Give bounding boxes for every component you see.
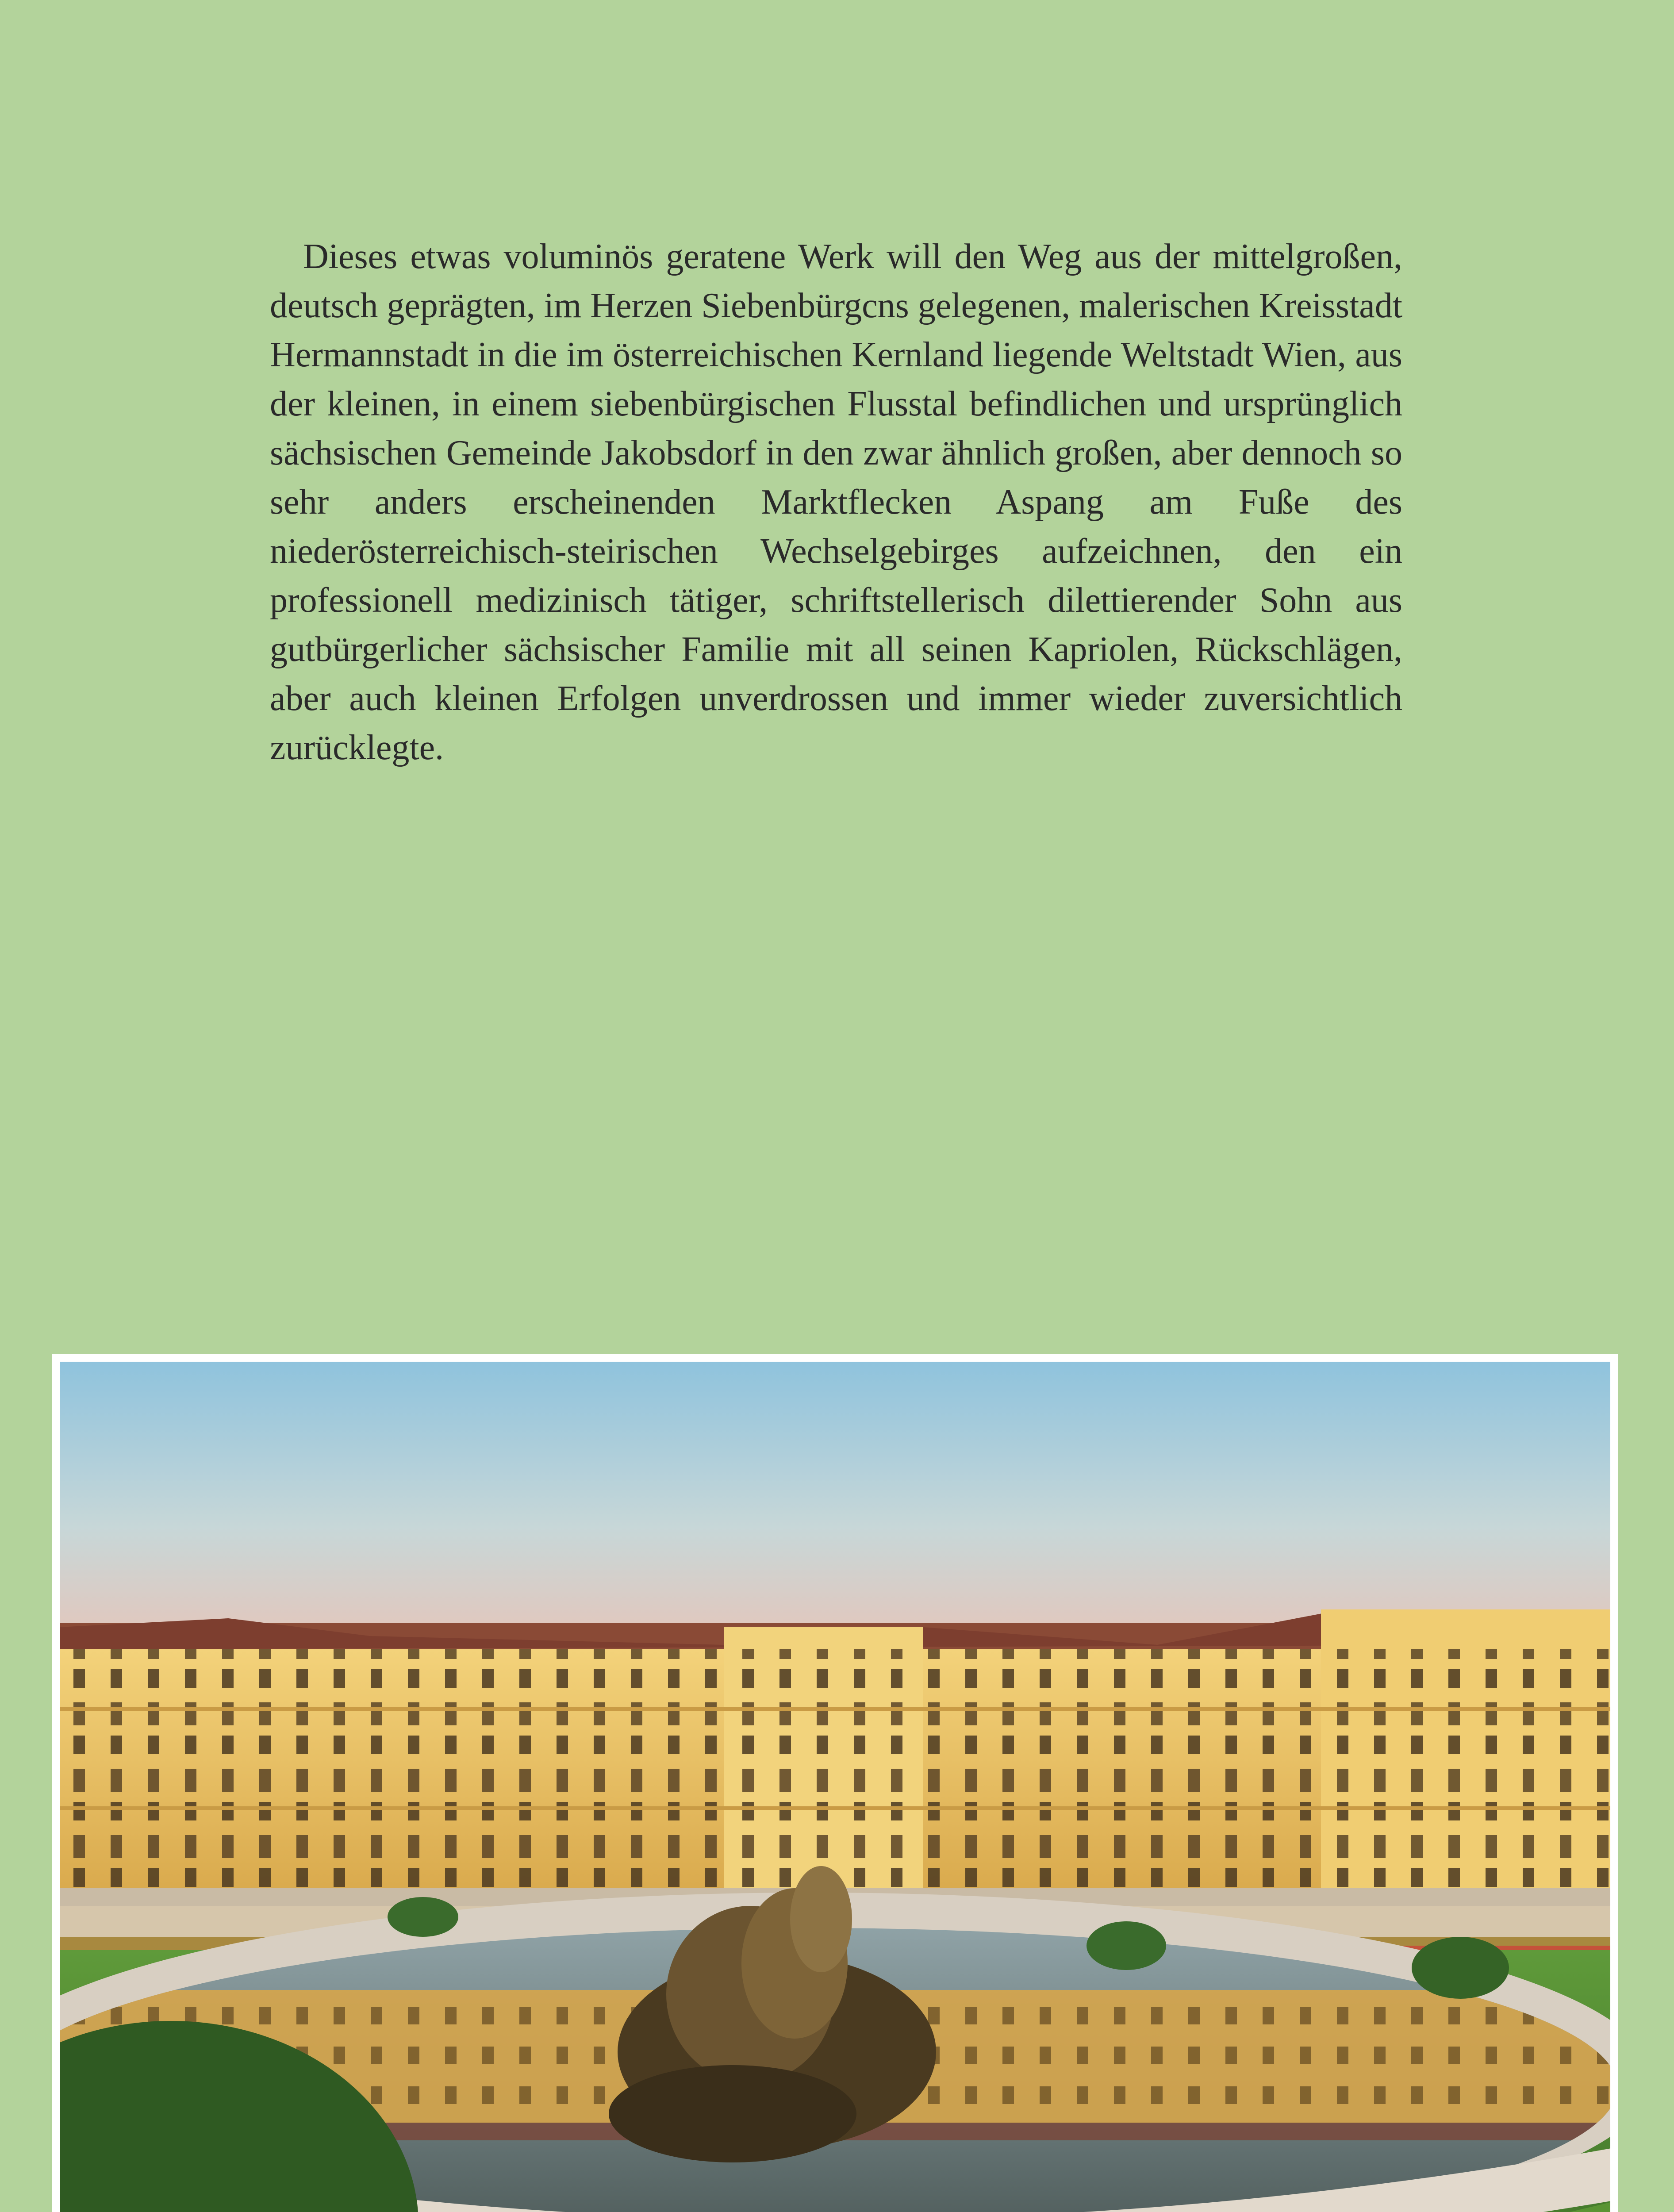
back-cover-blurb (270, 232, 1402, 772)
cover-photo-frame (52, 1354, 1618, 2212)
palace-fountain-photo (60, 1362, 1610, 2212)
blurb-paragraph: Dieses etwas voluminös geratene Werk will den Weg aus der mittelgroßen, deutsch geprägten, im Herzen Siebenbürgcns gelegenen, malerischen Kreisstadt Hermannstadt in die im österreichischen Kernland liegende Weltstadt Wien, aus der kleinen, in einem siebenbürgischen Flusstal befindlichen und ursprünglich sächsischen Gemeinde Jakobsdorf in den zwar ähnlich großen, aber dennoch so sehr anders erscheinenden Marktflecken Aspang am Fuße des niederösterreichisch-steirischen Wechselgebirges aufzeichnen, den ein professionell medizinisch tätiger, schriftstellerisch dilettierender Sohn aus gutbürgerlicher sächsischer Familie mit all seinen Kapriolen, Rückschlägen, aber auch kleinen Erfolgen unverdrossen und immer wieder zuversichtlich zurücklegte. (270, 237, 1402, 767)
